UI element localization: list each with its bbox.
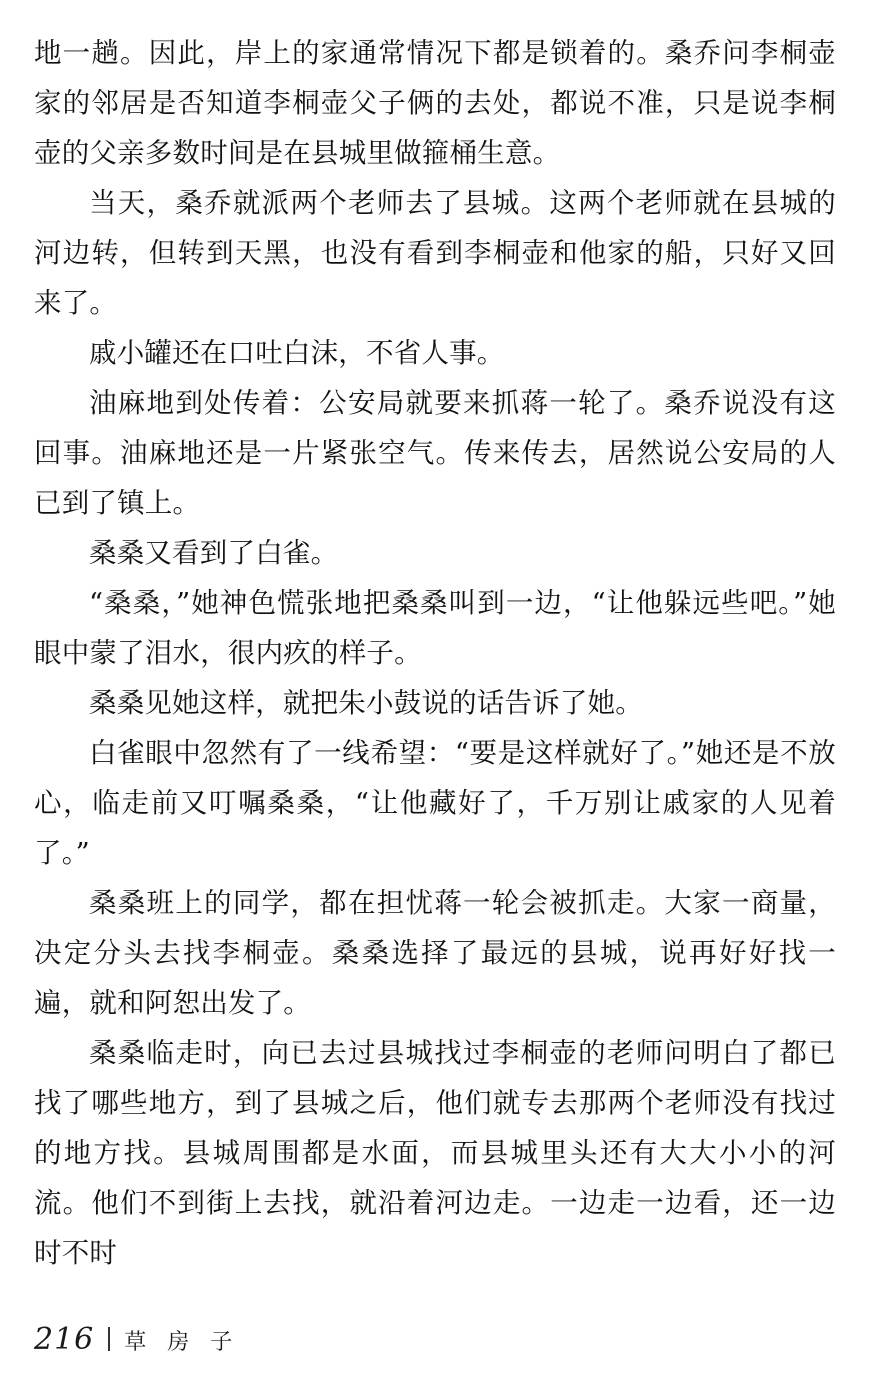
paragraph: 桑桑见她这样，就把朱小鼓说的话告诉了她。 [89, 687, 643, 719]
paragraph: “桑桑，”她神色慌张地把桑桑叫到一边，“让他躲远些吧。”她眼中蒙了泪水，很内疚的样子。 [34, 587, 836, 669]
book-title: 草 房 子 [124, 1330, 240, 1355]
paragraph: 桑桑班上的同学，都在担忧蒋一轮会被抓走。大家一商量，决定分头去找李桐壶。桑桑选择了最远的县城，说再好好找一遍，就和阿恕出发了。 [34, 887, 836, 1019]
page-number: 216 [34, 1322, 95, 1357]
paragraph: 当天，桑乔就派两个老师去了县城。这两个老师就在县城的河边转，但转到天黑，也没有看到李桐壶和他家的船，只好又回来了。 [34, 187, 836, 319]
paragraph: 桑桑又看到了白雀。 [89, 537, 339, 569]
paragraph: 白雀眼中忽然有了一线希望：“要是这样就好了。”她还是不放心，临走前又叮嘱桑桑，“让他藏好了，千万别让戚家的人见着了。” [34, 737, 836, 869]
paragraph: 地一趟。因此，岸上的家通常情况下都是锁着的。桑乔问李桐壶家的邻居是否知道李桐壶父子俩的去处，都说不准，只是说李桐壶的父亲多数时间是在县城里做箍桶生意。 [34, 37, 836, 169]
paragraph: 戚小罐还在口吐白沫，不省人事。 [89, 337, 505, 369]
page-body [34, 28, 836, 1278]
paragraph: 桑桑临走时，向已去过县城找过李桐壶的老师问明白了都已找了哪些地方，到了县城之后，他们就专去那两个老师没有找过的地方找。县城周围都是水面，而县城里头还有大大小小的河流。他们不到街上去找，就沿着河边走。一边走一边看，还一边时不时 [34, 1037, 836, 1269]
footer-divider [108, 1327, 110, 1351]
paragraph: 油麻地到处传着：公安局就要来抓蒋一轮了。桑乔说没有这回事。油麻地还是一片紧张空气。传来传去，居然说公安局的人已到了镇上。 [34, 387, 836, 519]
page-footer [34, 1322, 239, 1357]
